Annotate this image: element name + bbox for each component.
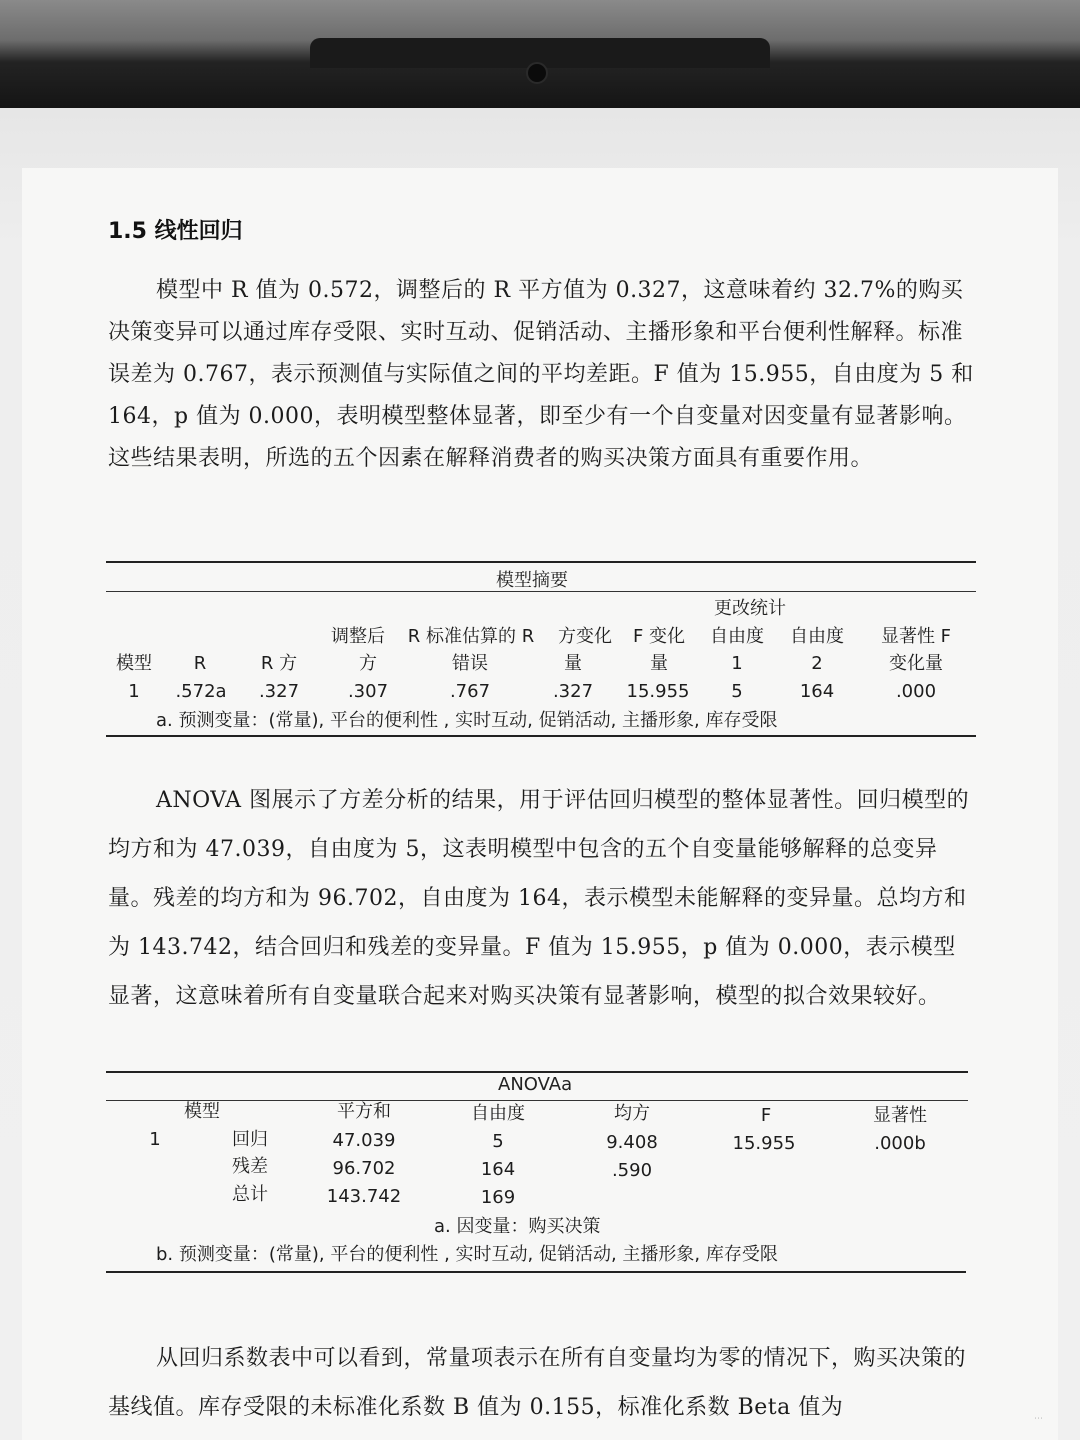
- header-se-bottom: 错误: [452, 653, 488, 674]
- header-model: 模型: [184, 1101, 220, 1122]
- header-r2c-bottom: 量: [564, 653, 582, 674]
- header-fc-bottom: 量: [650, 653, 668, 674]
- header-model: 模型: [116, 653, 152, 674]
- cell-sig: .000b: [874, 1133, 926, 1154]
- table-footnote-b: b. 预测变量：(常量), 平台的便利性 , 实时互动, 促销活动, 主播形象, 库存受限: [156, 1244, 778, 1265]
- column-group-label: 更改统计: [714, 598, 786, 619]
- table-top-rule: [106, 1071, 968, 1073]
- cell-df: 164: [480, 1159, 516, 1180]
- cell-df: 169: [480, 1187, 516, 1208]
- header-df1-top: 自由度: [710, 626, 764, 647]
- webcam-icon: [526, 62, 548, 84]
- header-fc-top: F 变化: [632, 626, 686, 647]
- header-se-top: R 标准估算的 R: [407, 626, 535, 647]
- cell-f-change: 15.955: [626, 681, 690, 702]
- row-label: 回归: [232, 1129, 268, 1150]
- cell-ss: 47.039: [332, 1130, 396, 1151]
- header-f: F: [760, 1105, 772, 1126]
- table-footnote: a. 预测变量：(常量), 平台的便利性 , 实时互动, 促销活动, 主播形象, 库存受限: [156, 710, 778, 731]
- watermark: ⋯: [1034, 1414, 1043, 1424]
- cell-ms: .590: [611, 1160, 653, 1181]
- header-adj-top: 调整后: [331, 626, 385, 647]
- cell-ms: 9.408: [606, 1132, 658, 1153]
- table-footnote-a: a. 因变量：购买决策: [434, 1216, 601, 1237]
- table-top-rule: [106, 561, 976, 563]
- cell-df: 5: [492, 1131, 504, 1152]
- header-df2-top: 自由度: [790, 626, 844, 647]
- header-df1-bottom: 1: [731, 653, 743, 674]
- table-title-rule: [106, 591, 976, 592]
- cell-ss: 143.742: [326, 1186, 402, 1207]
- cell-r2-change: .327: [552, 681, 594, 702]
- header-sig: 显著性: [873, 1105, 927, 1126]
- cell-sig-f-change: .000: [895, 681, 937, 702]
- cell-model-number: 1: [149, 1129, 161, 1150]
- cell-adj-r2: .307: [347, 681, 389, 702]
- row-label: 总计: [232, 1184, 268, 1205]
- paragraph-coefficients: 从回归系数表中可以看到，常量项表示在所有自变量均为零的情况下，购买决策的基线值。库存受限的未标准化系数 B 值为 0.155，标准化系数 Beta 值为: [108, 1346, 967, 1420]
- table-bottom-rule: [106, 735, 976, 737]
- header-r: R: [193, 653, 207, 674]
- header-df: 自由度: [471, 1103, 525, 1124]
- header-adj-bottom: 方: [359, 653, 377, 674]
- header-ss: 平方和: [337, 1101, 391, 1122]
- cell-ss: 96.702: [332, 1158, 396, 1179]
- cell-r2: .327: [258, 681, 300, 702]
- header-r2c-top: 方变化: [558, 626, 612, 647]
- section-heading: 1.5 线性回归: [108, 219, 243, 244]
- header-ms: 均方: [614, 1103, 650, 1124]
- table-title: ANOVAa: [498, 1074, 573, 1095]
- row-label: 残差: [232, 1156, 268, 1177]
- cell-df2: 164: [799, 681, 835, 702]
- header-df2-bottom: 2: [811, 653, 823, 674]
- laptop-bezel: [0, 0, 1080, 110]
- header-sig-top: 显著性 F: [880, 626, 952, 647]
- table-title: 模型摘要: [496, 570, 568, 591]
- header-r2: R 方: [260, 653, 298, 674]
- cell-df1: 5: [731, 681, 743, 702]
- cell-se: .767: [449, 681, 491, 702]
- paragraph-regression-summary: 模型中 R 值为 0.572，调整后的 R 平方值为 0.327，这意味着约 32.7%的购买决策变异可以通过库存受限、实时互动、促销活动、主播形象和平台便利性解释。标准误差为 0.767，表示预测值与实际值之间的平均差距。F 值为 15.955，自由度为 5 和 164，p 值为 0.000，表明模型整体显著，即至少有一个自变量对因变量有显著影响。这些结果表明，所选的五个因素在解释消费者的购买决策方面具有重要作用。: [108, 278, 974, 471]
- header-sig-bottom: 变化量: [889, 653, 943, 674]
- table-bottom-rule: [106, 1271, 966, 1273]
- cell-f: 15.955: [732, 1133, 796, 1154]
- cell-model: 1: [128, 681, 140, 702]
- cell-r: .572a: [175, 681, 227, 702]
- paragraph-anova: ANOVA 图展示了方差分析的结果，用于评估回归模型的整体显著性。回归模型的均方和为 47.039，自由度为 5，这表明模型中包含的五个自变量能够解释的总变异量。残差的均方和为 96.702，自由度为 164，表示模型未能解释的变异量。总均方和为 143.742，结合回归和残差的变异量。F 值为 15.955，p 值为 0.000，表示模型显著，这意味着所有自变量联合起来对购买决策有显著影响，模型的拟合效果较好。: [108, 788, 970, 1009]
